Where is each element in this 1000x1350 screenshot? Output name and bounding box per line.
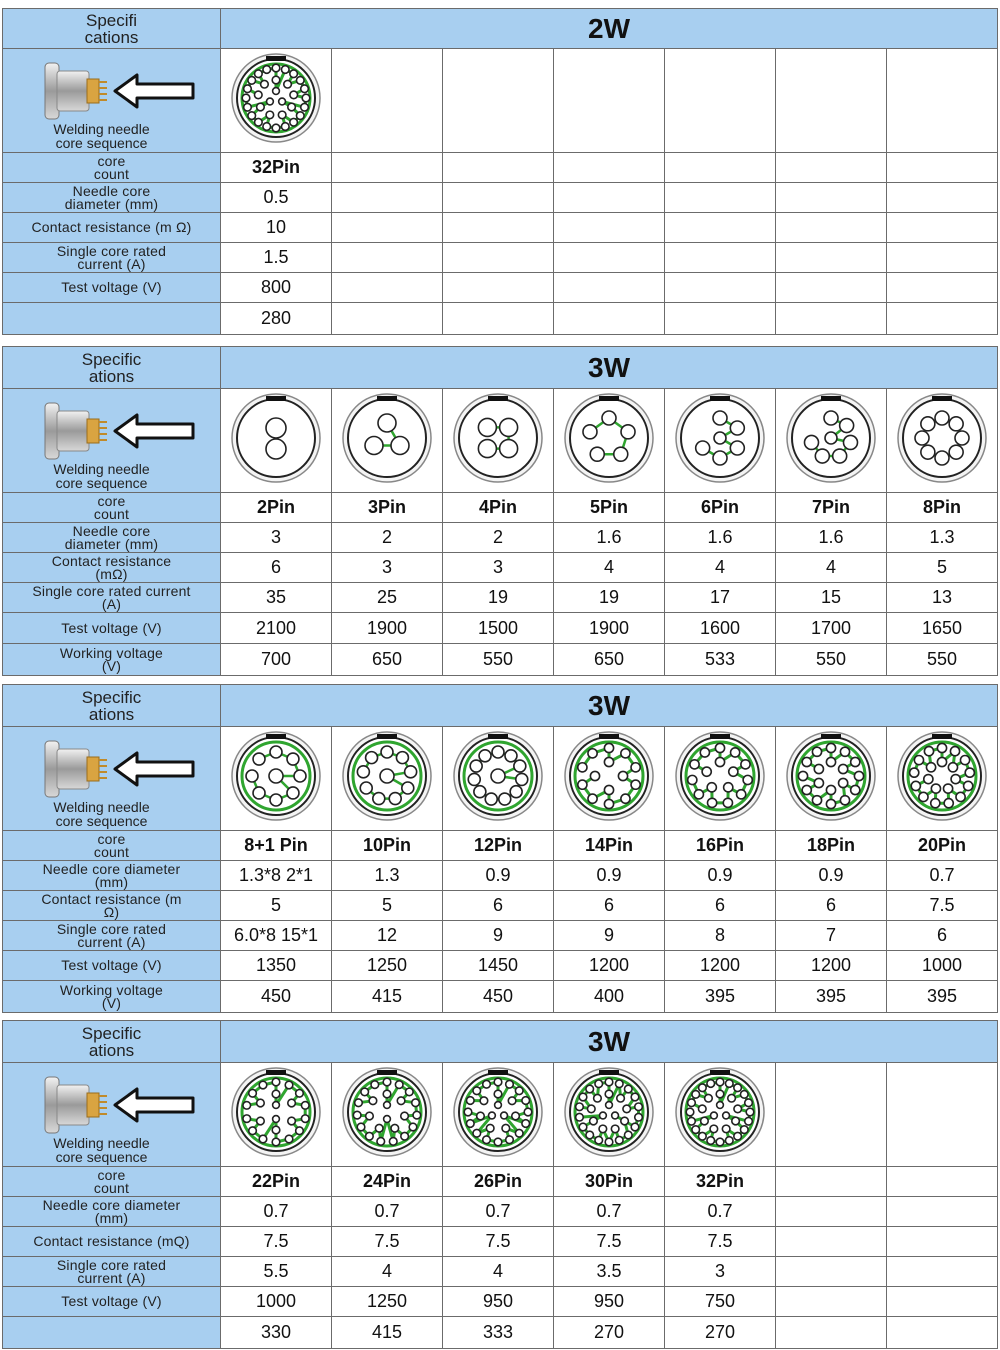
empty-cell [554,153,665,183]
value-cell: 3 [221,523,332,553]
empty-cell [776,1317,887,1349]
pin-diagram-cell [221,389,332,493]
welding-needle-label-cell [3,727,221,831]
pin-diagram-cell [332,727,443,831]
specifications-label: Specific ations [3,347,221,389]
empty-cell [776,1287,887,1317]
value-cell: 8Pin [887,493,998,523]
empty-cell [887,49,998,153]
value-cell: 1500 [443,613,554,644]
empty-cell [332,303,443,335]
pin-layout-row [3,727,998,831]
pin-diagram-cell [221,727,332,831]
empty-cell [443,153,554,183]
pin-layout-icon [341,1066,433,1158]
empty-cell [776,1227,887,1257]
spec-table-2 [2,346,998,676]
value-cell: 8+1 Pin [221,831,332,861]
pin-layout-icon [230,52,322,144]
pin-layout-row [3,389,998,493]
empty-cell [887,1317,998,1349]
empty-cell [332,183,443,213]
value-cell: 25 [332,583,443,613]
value-cell: 395 [665,981,776,1013]
pin-layout-icon [896,730,988,822]
value-cell: 1000 [887,951,998,981]
empty-cell [665,183,776,213]
value-cell: 700 [221,644,332,676]
value-cell: 0.9 [665,861,776,891]
value-cell: 6 [887,921,998,951]
value-cell: 270 [665,1317,776,1349]
value-cell: 6 [554,891,665,921]
row-label: core count [3,153,221,183]
value-cell: 1250 [332,1287,443,1317]
value-cell: 533 [665,644,776,676]
pin-diagram-cell [776,727,887,831]
connector-arrow-icon [31,55,201,125]
empty-cell [887,303,998,335]
welding-needle-label: Welding needle core sequence [53,121,150,151]
pin-layout-icon [674,730,766,822]
pin-layout-icon [563,730,655,822]
specifications-label: Specific ations [3,1021,221,1063]
needle-diameter-row [3,183,998,213]
pin-diagram-cell [221,49,332,153]
value-cell: 3 [332,553,443,583]
value-cell: 800 [221,273,332,303]
working-voltage-row [3,1317,998,1349]
value-cell: 1.6 [776,523,887,553]
value-cell: 1650 [887,613,998,644]
value-cell: 20Pin [887,831,998,861]
pin-diagram-cell [332,389,443,493]
row-label: Needle core diameter (mm) [3,183,221,213]
pin-layout-icon [452,1066,544,1158]
value-cell: 5.5 [221,1257,332,1287]
value-cell: 18Pin [776,831,887,861]
value-cell: 15 [776,583,887,613]
value-cell: 395 [887,981,998,1013]
row-label: Contact resistance (m Ω) [3,213,221,243]
value-cell: 950 [443,1287,554,1317]
value-cell: 4 [443,1257,554,1287]
pin-layout-icon [674,392,766,484]
value-cell: 16Pin [665,831,776,861]
welding-needle-label-cell [3,1063,221,1167]
value-cell: 32Pin [221,153,332,183]
working-voltage-row [3,303,998,335]
value-cell: 2100 [221,613,332,644]
pin-layout-icon [785,392,877,484]
empty-cell [776,183,887,213]
pin-diagram-cell [221,1063,332,1167]
empty-cell [554,303,665,335]
test-voltage-row [3,613,998,644]
rated-current-row [3,921,998,951]
value-cell: 1450 [443,951,554,981]
empty-cell [443,183,554,213]
value-cell: 550 [776,644,887,676]
empty-cell [887,213,998,243]
rated-current-row [3,583,998,613]
value-cell: 19 [443,583,554,613]
pin-layout-icon [230,1066,322,1158]
row-label: Single core rated current (A) [3,921,221,951]
header-row [3,347,998,389]
empty-cell [554,183,665,213]
empty-cell [665,243,776,273]
value-cell: 30Pin [554,1167,665,1197]
empty-cell [887,273,998,303]
row-label: Needle core diameter (mm) [3,523,221,553]
value-cell: 330 [221,1317,332,1349]
value-cell: 2 [332,523,443,553]
needle-diameter-row [3,523,998,553]
pin-diagram-cell [332,1063,443,1167]
value-cell: 1200 [665,951,776,981]
value-cell: 1.3*8 2*1 [221,861,332,891]
core-count-row [3,153,998,183]
empty-cell [776,1063,887,1167]
empty-cell [443,243,554,273]
row-label [3,303,221,335]
empty-cell [887,153,998,183]
empty-cell [332,49,443,153]
value-cell: 2 [443,523,554,553]
value-cell: 280 [221,303,332,335]
value-cell: 550 [443,644,554,676]
row-label: Single core rated current (A) [3,243,221,273]
pin-diagram-cell [665,389,776,493]
empty-cell [443,213,554,243]
value-cell: 4 [665,553,776,583]
row-label: Working voltage (V) [3,981,221,1013]
value-cell: 1000 [221,1287,332,1317]
core-count-row [3,1167,998,1197]
test-voltage-row [3,951,998,981]
value-cell: 4 [554,553,665,583]
row-label: Single core rated current (A) [3,1257,221,1287]
value-cell: 5 [887,553,998,583]
value-cell: 0.9 [776,861,887,891]
value-cell: 1.6 [554,523,665,553]
value-cell: 10Pin [332,831,443,861]
pin-diagram-cell [665,727,776,831]
value-cell: 32Pin [665,1167,776,1197]
value-cell: 1200 [776,951,887,981]
empty-cell [665,153,776,183]
section-title: 2W [221,9,998,49]
value-cell: 270 [554,1317,665,1349]
rated-current-row [3,243,998,273]
value-cell: 9 [554,921,665,951]
welding-needle-label: Welding needle core sequence [53,461,150,491]
empty-cell [443,49,554,153]
value-cell: 0.7 [332,1197,443,1227]
value-cell: 1.5 [221,243,332,273]
empty-cell [665,303,776,335]
value-cell: 3 [443,553,554,583]
pin-diagram-cell [665,1063,776,1167]
empty-cell [887,243,998,273]
empty-cell [776,243,887,273]
row-label: Test voltage (V) [3,273,221,303]
value-cell: 6 [443,891,554,921]
value-cell: 0.7 [665,1197,776,1227]
pin-layout-row [3,1063,998,1167]
core-count-row [3,831,998,861]
value-cell: 750 [665,1287,776,1317]
value-cell: 35 [221,583,332,613]
row-label: Needle core diameter (mm) [3,861,221,891]
spec-table-3 [2,684,998,1013]
value-cell: 333 [443,1317,554,1349]
empty-cell [332,243,443,273]
empty-cell [887,1257,998,1287]
value-cell: 22Pin [221,1167,332,1197]
value-cell: 0.7 [443,1197,554,1227]
row-label: core count [3,1167,221,1197]
value-cell: 7.5 [221,1227,332,1257]
row-label: Working voltage (V) [3,644,221,676]
empty-cell [887,1227,998,1257]
value-cell: 1.3 [332,861,443,891]
section-title: 3W [221,347,998,389]
pin-layout-icon [563,392,655,484]
empty-cell [887,1287,998,1317]
value-cell: 1250 [332,951,443,981]
value-cell: 0.9 [554,861,665,891]
specifications-label: Specific ations [3,685,221,727]
pin-layout-icon [563,1066,655,1158]
section-title: 3W [221,1021,998,1063]
empty-cell [887,1197,998,1227]
empty-cell [554,49,665,153]
value-cell: 0.5 [221,183,332,213]
contact-resistance-row [3,213,998,243]
value-cell: 1200 [554,951,665,981]
core-count-row [3,493,998,523]
value-cell: 12Pin [443,831,554,861]
empty-cell [554,273,665,303]
welding-needle-label-cell [3,389,221,493]
value-cell: 7.5 [332,1227,443,1257]
working-voltage-row [3,644,998,676]
value-cell: 3.5 [554,1257,665,1287]
welding-needle-label: Welding needle core sequence [53,1135,150,1165]
empty-cell [776,1167,887,1197]
needle-diameter-row [3,1197,998,1227]
value-cell: 6 [776,891,887,921]
pin-diagram-cell [554,1063,665,1167]
pin-layout-row [3,49,998,153]
connector-arrow-icon [31,1069,201,1139]
value-cell: 6 [221,553,332,583]
value-cell: 7.5 [887,891,998,921]
section-title: 3W [221,685,998,727]
pin-layout-icon [230,730,322,822]
value-cell: 9 [443,921,554,951]
connector-arrow-icon [31,395,201,465]
value-cell: 13 [887,583,998,613]
empty-cell [665,49,776,153]
value-cell: 1700 [776,613,887,644]
empty-cell [776,49,887,153]
rated-current-row [3,1257,998,1287]
value-cell: 8 [665,921,776,951]
empty-cell [554,213,665,243]
empty-cell [776,303,887,335]
header-row [3,1021,998,1063]
value-cell: 24Pin [332,1167,443,1197]
row-label: Contact resistance (mQ) [3,1227,221,1257]
pin-layout-icon [785,730,877,822]
value-cell: 1900 [332,613,443,644]
value-cell: 3Pin [332,493,443,523]
value-cell: 7 [776,921,887,951]
value-cell: 415 [332,981,443,1013]
row-label: Test voltage (V) [3,951,221,981]
pin-diagram-cell [554,727,665,831]
pin-diagram-cell [443,727,554,831]
value-cell: 550 [887,644,998,676]
empty-cell [776,1197,887,1227]
specifications-label: Specifi cations [3,9,221,49]
empty-cell [776,213,887,243]
value-cell: 10 [221,213,332,243]
pin-layout-icon [452,392,544,484]
value-cell: 395 [776,981,887,1013]
pin-diagram-cell [554,389,665,493]
empty-cell [443,303,554,335]
row-label: Contact resistance (m Ω) [3,891,221,921]
value-cell: 4 [332,1257,443,1287]
welding-needle-label: Welding needle core sequence [53,799,150,829]
value-cell: 1900 [554,613,665,644]
row-label: Needle core diameter (mm) [3,1197,221,1227]
row-label: core count [3,831,221,861]
pin-layout-icon [341,730,433,822]
test-voltage-row [3,273,998,303]
empty-cell [887,1063,998,1167]
test-voltage-row [3,1287,998,1317]
empty-cell [776,153,887,183]
pin-diagram-cell [887,727,998,831]
spec-table-4 [2,1020,998,1349]
pin-layout-icon [341,392,433,484]
value-cell: 5 [221,891,332,921]
value-cell: 4 [776,553,887,583]
value-cell: 1350 [221,951,332,981]
value-cell: 450 [443,981,554,1013]
empty-cell [332,153,443,183]
pin-layout-icon [896,392,988,484]
value-cell: 1.3 [887,523,998,553]
value-cell: 14Pin [554,831,665,861]
value-cell: 5Pin [554,493,665,523]
empty-cell [443,273,554,303]
empty-cell [887,1167,998,1197]
empty-cell [554,243,665,273]
value-cell: 950 [554,1287,665,1317]
empty-cell [776,1257,887,1287]
needle-diameter-row [3,861,998,891]
value-cell: 6 [665,891,776,921]
row-label: Test voltage (V) [3,1287,221,1317]
welding-needle-label-cell [3,49,221,153]
contact-resistance-row [3,553,998,583]
row-label: Single core rated current (A) [3,583,221,613]
value-cell: 0.7 [887,861,998,891]
value-cell: 17 [665,583,776,613]
empty-cell [776,273,887,303]
value-cell: 0.7 [221,1197,332,1227]
pin-diagram-cell [443,389,554,493]
value-cell: 5 [332,891,443,921]
value-cell: 0.7 [554,1197,665,1227]
pin-diagram-cell [776,389,887,493]
value-cell: 12 [332,921,443,951]
contact-resistance-row [3,891,998,921]
row-label: core count [3,493,221,523]
pin-diagram-cell [443,1063,554,1167]
empty-cell [332,273,443,303]
empty-cell [332,213,443,243]
pin-layout-icon [230,392,322,484]
connector-arrow-icon [31,733,201,803]
value-cell: 7Pin [776,493,887,523]
value-cell: 4Pin [443,493,554,523]
value-cell: 6.0*8 15*1 [221,921,332,951]
pin-diagram-cell [887,389,998,493]
spec-table-1 [2,8,998,335]
value-cell: 7.5 [554,1227,665,1257]
value-cell: 650 [332,644,443,676]
value-cell: 650 [554,644,665,676]
header-row [3,9,998,49]
value-cell: 415 [332,1317,443,1349]
contact-resistance-row [3,1227,998,1257]
value-cell: 7.5 [665,1227,776,1257]
value-cell: 1600 [665,613,776,644]
header-row [3,685,998,727]
pin-layout-icon [674,1066,766,1158]
row-label: Test voltage (V) [3,613,221,644]
value-cell: 19 [554,583,665,613]
value-cell: 26Pin [443,1167,554,1197]
empty-cell [665,273,776,303]
value-cell: 0.9 [443,861,554,891]
empty-cell [665,213,776,243]
value-cell: 450 [221,981,332,1013]
value-cell: 1.6 [665,523,776,553]
working-voltage-row [3,981,998,1013]
value-cell: 400 [554,981,665,1013]
empty-cell [887,183,998,213]
pin-layout-icon [452,730,544,822]
row-label [3,1317,221,1349]
value-cell: 3 [665,1257,776,1287]
value-cell: 6Pin [665,493,776,523]
value-cell: 2Pin [221,493,332,523]
value-cell: 7.5 [443,1227,554,1257]
row-label: Contact resistance (mΩ) [3,553,221,583]
